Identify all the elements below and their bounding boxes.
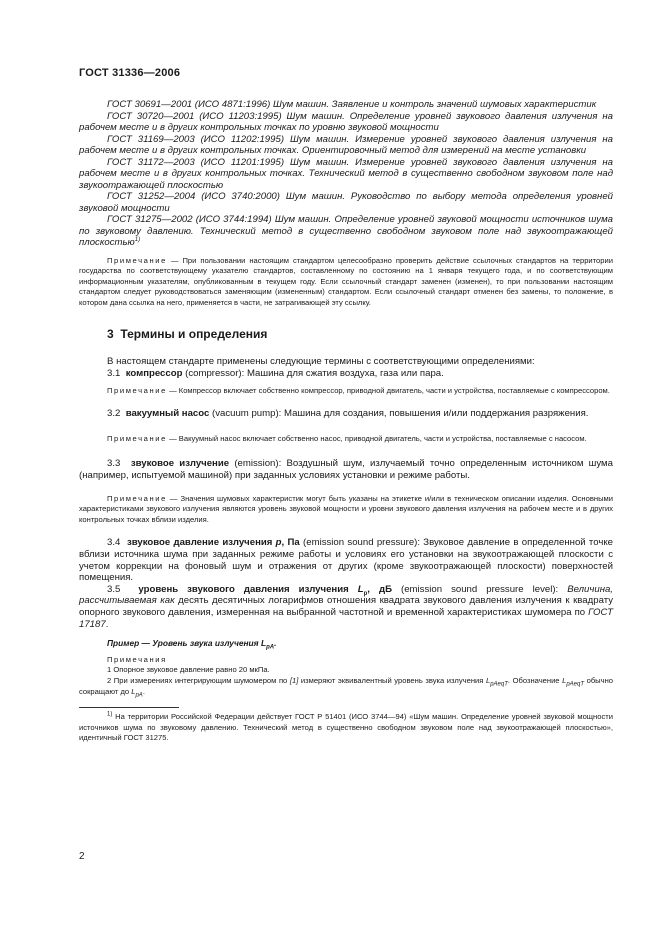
term-name: вакуумный насос xyxy=(125,408,210,420)
footnote-text: На территории Российской Федерации действует ГОСТ Р 51401 (ИСО 3744—94) «Шум машин. Определение уровней звуковой мощности источников шума по звуковому давлению. Технический метод в существенно свободном звуковом поле над звукоотражающей плоскостью», идентичный ГОСТ 31275. xyxy=(79,712,613,743)
term-3-4: 3.4 звуковое давление излучения p, Па (emission sound pressure): Звуковое давление в определенной точке вблизи источника шума при заданных режиме работы и условиях его установки на звукоотражающей плоскости с учетом коррекции на фоновый шум и отражения от других (кроме звукоотражающей плоскости) поверхностей помещения. xyxy=(79,537,613,584)
note-3-1: Примечание — Компрессор включает собственно компрессор, приводной двигатель, части и устройства, поставляемые с компрессором. xyxy=(107,385,610,395)
note-3-3: Примечание — Значения шумовых характеристик могут быть указаны на этикетке и/или в техническом описании изделия. Основными характеристиками звукового излучения являются уровень звуковой мощности и уровни звукового давления излучения на рабочем месте и в других контрольных точках вблизи изделия. xyxy=(79,493,613,524)
term-3-5: 3.5 уровень звукового давления излучения $L_p$, дБ (emission sound pressure level): Величина, рассчитываемая как десять десятичных логарифмов отношения квадрата звукового давления излучения к квадрату опорного звукового давления, измеренная на выбранной частотной и временной характеристиках шумомера по ГОСТ 17187. xyxy=(79,583,613,630)
term-3-3: 3.3 звуковое излучение (emission): Воздушный шум, излучаемый точно определенным источником шума (например, испытуемой машиной) при заданных условиях установки и режиме работы. xyxy=(79,458,613,482)
footnote-mark: 1) xyxy=(134,236,141,243)
section-number: 3 xyxy=(107,327,114,342)
term-symbol: L xyxy=(357,583,364,595)
example: Пример — Уровень звука излучения $L_{pA}$. xyxy=(107,638,277,651)
term-definition: (emission): Воздушный шум, излучаемый точно определенным источником шума (например, испытуемой машиной) при заданных условиях установки и режиме работы. xyxy=(79,458,613,482)
note-references: Примечание — При пользовании настоящим стандартом целесообразно проверить действие ссылочных стандартов на территории государства по соответствующему указателю стандартов, составленному по состоянию на 1 января текущего года, и по соответствующим информационным указателям, опубликованным в текущем году. Если ссылочный стандарт заменен (изменен), то при пользовании настоящим стандартом следует руководствоваться заменяющим (измененным) стандартом. Если ссылочный стандарт отменен без замены, то положение, в котором дана ссылка на него, применяется в части, не затрагивающей эту ссылку. xyxy=(79,255,613,307)
section-heading xyxy=(79,327,613,341)
term-3-1: 3.1 компрессор (compressor): Машина для сжатия воздуха, газа или пара. xyxy=(107,368,444,380)
page-header: ГОСТ 31336—2006 xyxy=(79,67,181,79)
footnote-mark: 1) xyxy=(107,711,113,718)
reference-text: ГОСТ 31275—2002 (ИСО 3744:1994) Шум машин. Определение уровней звуковой мощности источников шума по звуковому давлению. Технический метод в существенно свободном звуковом поле над звукоотражающей плоскостью xyxy=(79,214,613,248)
section-title: Термины и определения xyxy=(120,327,268,342)
term-definition: (emission sound pressure): Звуковое давление в определенной точке вблизи источника шума при заданных режиме работы и условиях его установки на звукоотражающей плоскости с учетом коррекции на фоновый шум и отражения от других (кроме звукоотражающей плоскости) поверхностей помещения. xyxy=(79,537,613,584)
reference-item: ГОСТ 31252—2004 (ИСО 3740:2000) Шум машин. Руководство по выбору метода определения уровней звуковой мощности xyxy=(79,191,613,214)
note-3-5-2: 2 При измерениях интегрирующим шумомером по [1] измеряют эквивалентный уровень звука излучения $L_{pAeqT}$. Обозначение $L_{pAeqT}$ обычно сокращают до $L_{pA}$. xyxy=(79,675,614,699)
example-label: Пример — Уровень звука излучения xyxy=(107,638,259,649)
note-label: Примечание xyxy=(107,255,167,265)
footnote-separator xyxy=(79,707,179,708)
footnote xyxy=(79,712,613,744)
term-definition: (compressor): Машина для сжатия воздуха, газа или пара. xyxy=(182,368,444,380)
references-list xyxy=(79,99,613,249)
note-3-2: Примечание — Вакуумный насос включает собственно насос, приводной двигатель, части и устройства, поставляемые с насосом. xyxy=(107,433,587,443)
reference-link: ГОСТ 17187 xyxy=(79,606,613,630)
reference-item: ГОСТ 31169—2003 (ИСО 11202:1995) Шум машин. Измерение уровней звукового давления излучения на рабочем месте и в других контрольных точках. Ориентировочный метод для измерений на месте установки xyxy=(79,133,613,156)
page-content xyxy=(79,99,613,744)
note-text: При пользовании настоящим стандартом целесообразно проверить действие ссылочных стандартов на территории государства по соответствующему указателю стандартов, составленному по состоянию на 1 января текущего года, и по соответствующим информационным указателям, опубликованным в текущем году. Если ссылочный стандарт заменен (изменен), то при пользовании настоящим стандартом следует руководствоваться заменяющим (измененным) стандартом. Если ссылочный стандарт отменен без замены, то положение, в котором дана ссылка на него, применяется в части, не затрагивающей эту ссылку. xyxy=(79,255,613,307)
reference-item: ГОСТ 30691—2001 (ИСО 4871:1996) Шум машин. Заявление и контроль значений шумовых характеристик xyxy=(107,99,597,110)
term-3-2: 3.2 вакуумный насос (vacuum pump): Машина для создания, повышения и/или поддержания разряжения. xyxy=(107,408,589,420)
term-name: звуковое давление излучения xyxy=(126,537,273,549)
term-definition: десять десятичных логарифмов отношения квадрата звукового давления излучения к квадрату опорного звукового давления, измеренная на выбранной частотной и временной характеристиках шумомера по xyxy=(79,595,613,618)
reference-item: ГОСТ 31172—2003 (ИСО 11201:1995) Шум машин. Измерение уровней звукового давления излучения на рабочем месте и в других контрольных точках. Технический метод в существенно свободном звуковом поле над звукоотражающей плоскостью xyxy=(79,156,613,191)
term-name: звуковое излучение xyxy=(130,458,230,470)
term-definition: (vacuum pump): Машина для создания, повышения и/или поддержания разряжения. xyxy=(209,408,589,420)
reference-item xyxy=(79,214,613,249)
term-name: компрессор xyxy=(125,368,183,380)
note-3-5-1: 1 Опорное звуковое давление равно 20 мкПа. xyxy=(107,665,270,675)
term-symbol: p xyxy=(275,537,282,549)
term-name: уровень звукового давления излучения xyxy=(138,583,349,595)
reference-item: ГОСТ 30720—2001 (ИСО 11203:1995) Шум машин. Определение уровней звукового давления излучения на рабочем месте и в других контрольных точках по уровню звуковой мощности xyxy=(79,110,613,133)
reference-link: [1] xyxy=(289,675,299,685)
notes-label: Примечания xyxy=(107,654,167,664)
page-number: 2 xyxy=(79,851,85,862)
section-intro: В настоящем стандарте применены следующие термины с соответствующими определениями: xyxy=(107,356,535,368)
